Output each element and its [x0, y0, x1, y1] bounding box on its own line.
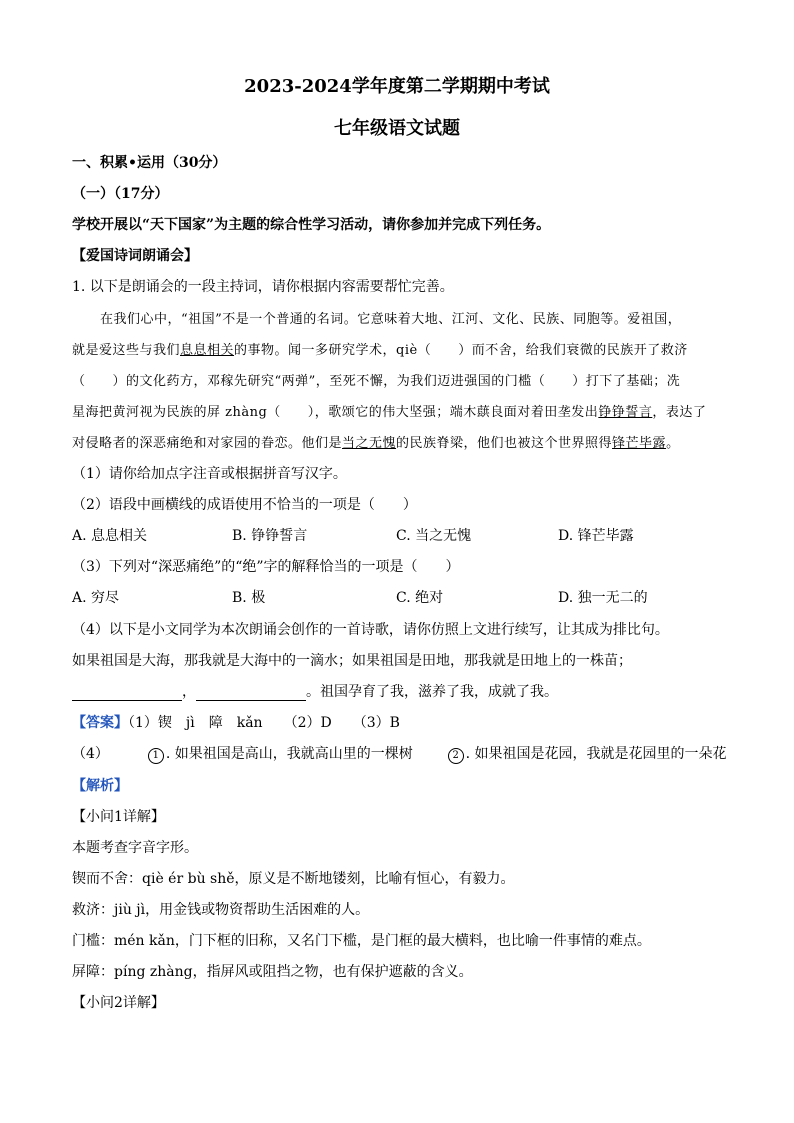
passage-text: 的民族脊梁，他们也被这个世界照得 — [396, 436, 613, 451]
analysis-text: 门槛：mén kǎn，门下框的旧称，又名门下槛，是门框的最大横料，也比喻一件事情的难点。 — [72, 933, 651, 949]
option-b: B. 极 — [232, 590, 266, 606]
blank-separator: ， — [182, 684, 196, 700]
idiom-underlined: 铮铮誓言 — [598, 405, 653, 420]
exam-title: 2023-2024学年度第二学期期中考试 — [244, 76, 550, 97]
idiom-underlined: 锋芒毕露 — [612, 436, 667, 451]
passage-text: 星海把黄河视为民族的屏 zhàng（ ），歌颂它的伟大坚强；端木蕻良面对着田垄发出 — [72, 405, 599, 420]
answer-item-1: . 如果祖国是高山，我就高山里的一棵树 — [165, 746, 413, 762]
sub-detail-heading-2: 【小问2详解】 — [72, 995, 165, 1011]
option-c: C. 绝对 — [396, 590, 444, 606]
option-a: A. 穷尽 — [72, 590, 120, 606]
answer-blank[interactable] — [72, 686, 182, 701]
poem-tail: 。祖国孕育了我，滋养了我，成就了我。 — [306, 684, 558, 700]
idiom-underlined: 息息相关 — [180, 343, 235, 358]
analysis-text: 救济：jiù jì，用金钱或物资帮助生活困难的人。 — [72, 902, 370, 918]
passage-line-5 — [72, 432, 680, 451]
answer-line-2 — [72, 743, 727, 764]
option-b: B. 铮铮誓言 — [232, 528, 308, 544]
subsection-heading: （一）（17分） — [72, 186, 169, 202]
option-a: A. 息息相关 — [72, 528, 148, 544]
question-1-stem: 1. 以下是朗诵会的一段主持词，请你根据内容需要帮忙完善。 — [72, 279, 454, 295]
passage-text: 。 — [666, 436, 680, 451]
topic-heading: 【爱国诗词朗诵会】 — [72, 248, 198, 264]
poem-blanks-line — [72, 681, 558, 701]
option-d: D. 锋芒毕露 — [558, 528, 634, 544]
passage-line-3: （ ）的文化药方，邓稼先研究“两弹”，至死不懈，为我们迈进强国的门槛（ ）打下了基础；冼 — [72, 374, 681, 389]
answer-line-1 — [72, 712, 400, 732]
poem-line: 如果祖国是大海，那我就是大海中的一滴水；如果祖国是田地，那我就是田地上的一株苗； — [72, 653, 632, 669]
passage-text: 的事物。闻一多研究学术，qiè（ ）而不舍，给我们衰微的民族开了救济 — [234, 343, 688, 358]
passage-line-1: 在我们心中，“祖国”不是一个普通的名词。它意味着大地、江河、文化、民族、同胞等。爱祖国， — [100, 312, 682, 327]
answer-blank[interactable] — [196, 686, 306, 701]
sub-question-4: （4）以下是小文同学为本次朗诵会创作的一首诗歌，请你仿照上文进行续写，让其成为排比句。 — [72, 622, 669, 638]
passage-text: ，表达了 — [652, 405, 707, 420]
passage-text: 对侵略者的深恶痛绝和对家园的眷恋。他们是 — [72, 436, 343, 451]
idiom-underlined: 当之无愧 — [342, 436, 397, 451]
answer-text: （1）锲 jì 障 kǎn （2）D （3）B — [128, 715, 400, 731]
option-c: C. 当之无愧 — [396, 528, 472, 544]
analysis-tag: 【解析】 — [72, 778, 128, 794]
sub-question-2: （2）语段中画横线的成语使用不恰当的一项是（ ） — [72, 497, 417, 513]
passage-text: 就是爱这些与我们 — [72, 343, 181, 358]
passage-line-2 — [72, 339, 688, 358]
passage-line-4 — [72, 401, 706, 420]
answer-prefix: （4） — [72, 746, 109, 762]
section-heading: 一、积累•运用（30分） — [72, 155, 227, 171]
analysis-text: 锲而不舍：qiè ér bù shě，原义是不断地镂刻，比喻有恒心，有毅力。 — [72, 871, 515, 887]
answer-item-2: . 如果祖国是花园，我就是花园里的一朵花 — [465, 746, 727, 762]
option-d: D. 独一无二的 — [558, 590, 648, 606]
circled-number-2: 2 — [448, 748, 464, 764]
activity-intro: 学校开展以“天下国家”为主题的综合性学习活动，请你参加并完成下列任务。 — [72, 217, 551, 233]
answer-tag: 【答案】 — [72, 715, 128, 731]
sub-question-3: （3）下列对“深恶痛绝”的“绝”字的解释恰当的一项是（ ） — [72, 559, 460, 575]
sub-detail-heading-1: 【小问1详解】 — [72, 809, 165, 825]
exam-subtitle: 七年级语文试题 — [334, 118, 460, 139]
analysis-text: 屏障：píng zhàng，指屏风或阻挡之物，也有保护遮蔽的含义。 — [72, 964, 473, 980]
analysis-text: 本题考查字音字形。 — [72, 840, 198, 856]
circled-number-1: 1 — [148, 748, 164, 764]
sub-question-1: （1）请你给加点字注音或根据拼音写汉字。 — [72, 466, 347, 482]
